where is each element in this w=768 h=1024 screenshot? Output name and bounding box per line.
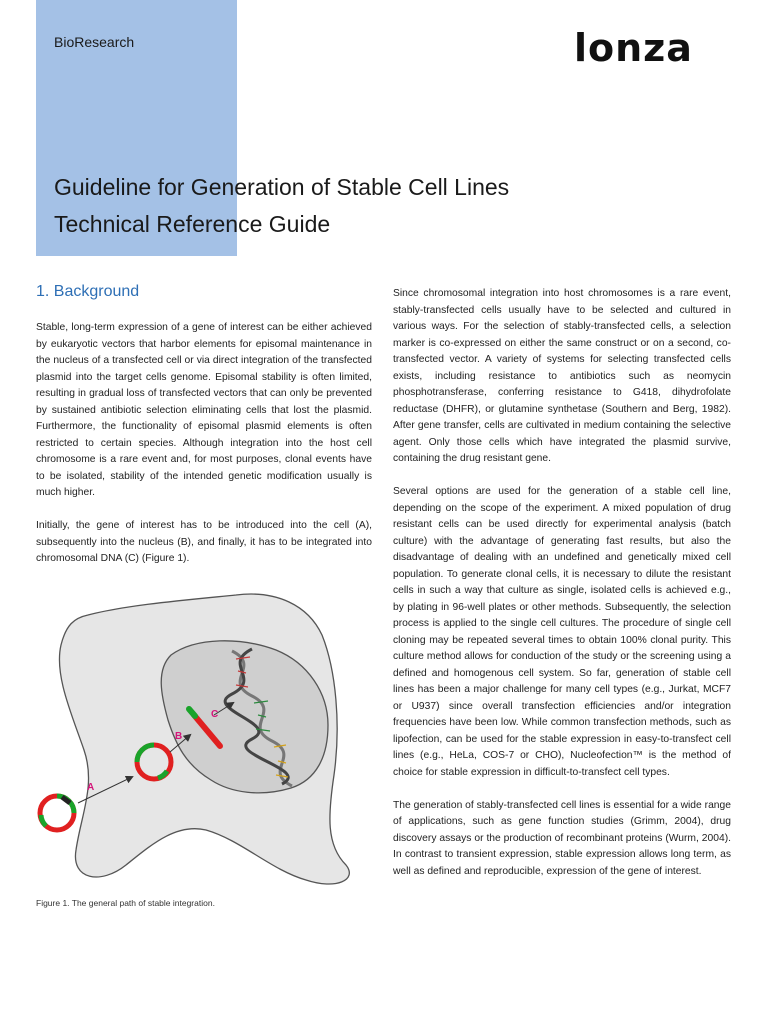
paragraph: Initially, the gene of interest has to be introduced into the cell (A), subsequently into the nucleus (B), and finally, it has to be integrated into chromosomal DNA (C) (Figure 1). (36, 520, 372, 564)
label-c: C (211, 709, 219, 720)
document-subtitle: Technical Reference Guide (54, 211, 331, 237)
figure-caption: Figure 1. The general path of stable integration. (36, 898, 215, 908)
paragraph: The generation of stably-transfected cell lines is essential for a wide range of applications, such as gene function studies (Grimm, 2004), drug discovery assays or the production of recombinant proteins (Wurm, 2004). In contrast to transient expression, stable expression allows long term, as well as defined and reproducible, expression of the gene of interest. (393, 799, 731, 877)
logo-text: lonza (574, 26, 693, 70)
right-column (393, 286, 731, 897)
label-a: A (87, 782, 95, 793)
lonza-logo (574, 22, 693, 74)
figure-diagram (36, 575, 376, 890)
document-title: Guideline for Generation of Stable Cell Lines (54, 174, 510, 200)
section-heading: 1. Background (36, 283, 140, 300)
paragraph: Stable, long-term expression of a gene of interest can be either achieved by eukaryotic vectors that harbor elements for episomal maintenance in the nucleus of a transfected cell or via direct integration of the transfected plasmid into the target cells genome. Episomal stability is often limited, resulting in gradual loss of transfected vectors that can only be prevented by sustained antibiotic selection eliminating cells that lost the plasmid. Furthermore, the functionality of episomal plasmid elements is often restricted to certain species. Although integration into the host cell chromosome is a rare event and, for most purposes, clonal events have to be isolated, stability of the intended genetic modification usually is much higher. (36, 322, 372, 498)
paragraph: Since chromosomal integration into host chromosomes is a rare event, stably-transfected cells usually have to be selected and cultured in various ways. For the selection of stably-transfected cells, a selection marker is co-expressed on either the same construct or on a second, co-transfected vector. A variety of systems for selecting transfected cells exists, including resistance to antibiotics such as neomycin phosphotransferase, conferring resistance to G418, dihydrofolate reductase (DHFR), or glutamine synthetase (Southern and Berg, 1982). After gene transfer, cells are cultivated in medium containing the selective agent. Only those cells which have integrated the plasmid survive, containing the drug resistant gene. (393, 288, 731, 464)
plasmid-outside (40, 796, 74, 830)
label-b: B (175, 731, 183, 742)
left-column (36, 320, 372, 584)
division-label: BioResearch (54, 34, 135, 50)
paragraph: Several options are used for the generation of a stable cell line, depending on the scope of the experiment. A mixed population of drug resistant cells can be used directly for experimental analysis (batch culture) with the advantage of generating fast results, but also the disadvantage of dealing with an undefined and genetically mixed cell population. To generate clonal cells, it is necessary to dilute the resistant cells in such a way that culture as single, isolated cells is achieved e.g., by plating in 96-well plates or other methods. Subsequently, the selection process is applied to the single cell cultures. The procedure of single cell cloning may be repeated several times to obtain 100% clonal purity. This culture method allows for conduction of the study or the screening using a defined and homogenous cell system. So far, generation of stable cell lines has been a major challenge for many cell types (e.g., Jurkat, MCF7 or U937) since overall transfection efficiencies and/or integration frequencies have been low. While common transfection methods, such as lipofection, can be used for the stable expression in easy-to-transfect cell lines (e.g., HeLa, COS-7 or CHO), Nucleofection™ is the method of choice for stable expression in difficult-to-transfect cell types. (393, 486, 731, 778)
figure-stable-integration (36, 575, 376, 890)
